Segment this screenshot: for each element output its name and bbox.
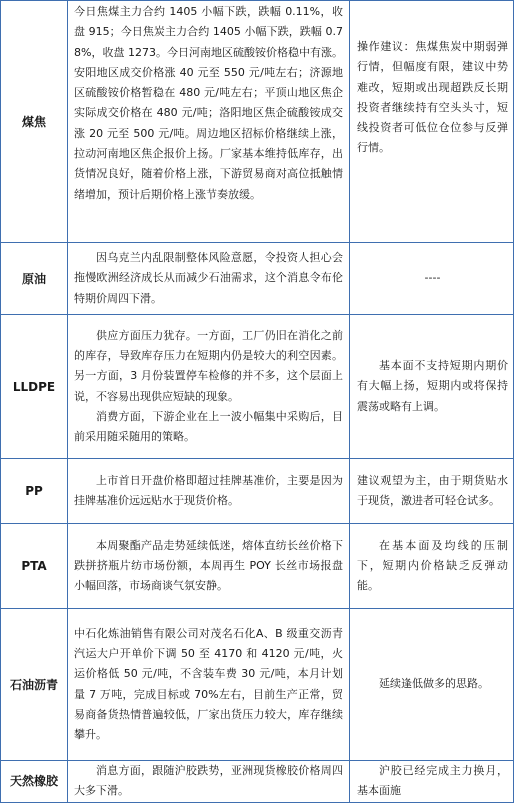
commodity-name: 原油	[21, 271, 46, 286]
commodity-name-cell	[1, 609, 68, 761]
market-info-paragraph: 消费方面，下游企业在上一波小幅集中采购后，目前采用随采随用的策略。	[74, 409, 343, 444]
advice-text: 操作建议：焦煤焦炭中期弱弹行情，但幅度有限，建议中势难改，短期或出现超跌反长期投资者继续持有空头头寸，短线投资者可低位仓位参与反弹行情。	[357, 40, 508, 155]
advice-text: 延续逢低做多的思路。	[379, 677, 489, 691]
commodity-name: LLDPE	[12, 379, 56, 394]
market-info-cell	[68, 1, 350, 243]
commodity-name-cell	[1, 761, 68, 803]
market-info-text: 上市首日开盘价格即超过挂牌基准价，主要是因为挂牌基准价远远贴水于现货价格。	[74, 473, 343, 507]
advice-cell	[350, 459, 514, 524]
market-info-cell	[68, 609, 350, 761]
advice-text: 建议观望为主，由于期货贴水于现货，激进者可轻仓试多。	[357, 473, 508, 507]
advice-text: ----	[424, 271, 441, 285]
commodity-name: PP	[25, 484, 43, 498]
advice-cell	[350, 761, 514, 803]
advice-cell	[350, 609, 514, 761]
commodity-name: 煤焦	[21, 114, 46, 129]
commodity-name-cell	[1, 1, 68, 243]
commodity-name-cell	[1, 243, 68, 315]
advice-cell	[350, 315, 514, 459]
table-row	[1, 524, 514, 609]
table-row	[1, 315, 514, 459]
advice-cell	[350, 1, 514, 243]
market-info-cell	[68, 243, 350, 315]
commodity-name-cell	[1, 524, 68, 609]
table-row	[1, 1, 514, 243]
market-info-text: 消息方面，跟随沪胶跌势，亚洲现货橡胶价格周四大多下滑。	[74, 764, 343, 798]
market-info-text: 今日焦煤主力合约 1405 小幅下跌，跌幅 0.11%，收盘 915；今日焦炭主力合约 1405 小幅下跌，跌幅 0.78%，收盘 1273。今日河南地区硫酸铵价格稳中有涨。安阳地区成交价格涨 40 元至 550 元/吨左右；济源地区硫酸铵价格暂稳在 480 元/吨左右；平顶山地区焦企实际成交价格在 480 元/吨；洛阳地区焦企硫酸铵成交涨 20 元至 500 元/吨。周边地区招标价格继续上涨，拉动河南地区焦企报价上扬。厂家基本维持低库存，出货情况良好，随着价格上涨，下游贸易商对高位抵触情绪增加，预计后期价格上涨节奏放缓。	[74, 5, 343, 201]
market-info-paragraph: 供应方面压力犹存。一方面，工厂仍旧在消化之前的库存，导致库存压力在短期内仍是较大的利空因素。另一方面，3 月份装置停车检修的并不多，这个层面上说，不容易出现供应短缺的现象。	[74, 328, 343, 403]
commodity-name-cell	[1, 315, 68, 459]
commodity-name: 天然橡胶	[9, 774, 58, 789]
market-info-text: 中石化炼油销售有限公司对茂名石化A、B 级重交沥青汽运大户开单价下调 50 至 4170 和 4120 元/吨，火运价格低 50 元/吨，不含装车费 30 元/吨，本月计划量 7 万吨，完成目标或 70%左右，目前生产正常，贸易商备货热情普遍较低，厂家出货压力较大，库存继续攀升。	[74, 626, 343, 742]
advice-text: 沪胶已经完成主力换月，基本面施	[357, 764, 508, 798]
market-info-cell	[68, 315, 350, 459]
market-info-text: 因乌克兰内乱限制整体风险意愿，令投资人担心会拖慢欧洲经济成长从而减少石油需求，这个消息令布伦特期价周四下滑。	[74, 251, 343, 305]
table-row	[1, 243, 514, 315]
table-row	[1, 609, 514, 761]
market-info-cell	[68, 524, 350, 609]
commodity-name: PTA	[21, 559, 47, 573]
market-info-text: 本周聚酯产品走势延续低迷，熔体直纺长丝价格下跌拼挤瓶片纺市场份额，本周再生 POY 长丝市场报盘小幅回落，市场商谈气氛安静。	[74, 538, 343, 593]
advice-text: 基本面不支持短期内期价有大幅上扬，短期内或将保持震荡或略有上调。	[357, 359, 508, 413]
advice-cell	[350, 524, 514, 609]
table-row	[1, 761, 514, 803]
market-info-cell	[68, 459, 350, 524]
table-row	[1, 459, 514, 524]
market-info-cell	[68, 761, 350, 803]
commodity-name-cell	[1, 459, 68, 524]
commodity-name: 石油沥青	[9, 677, 58, 692]
advice-text: 在基本面及均线的压制下，短期内价格缺乏反弹动能。	[357, 538, 508, 593]
advice-cell	[350, 243, 514, 315]
